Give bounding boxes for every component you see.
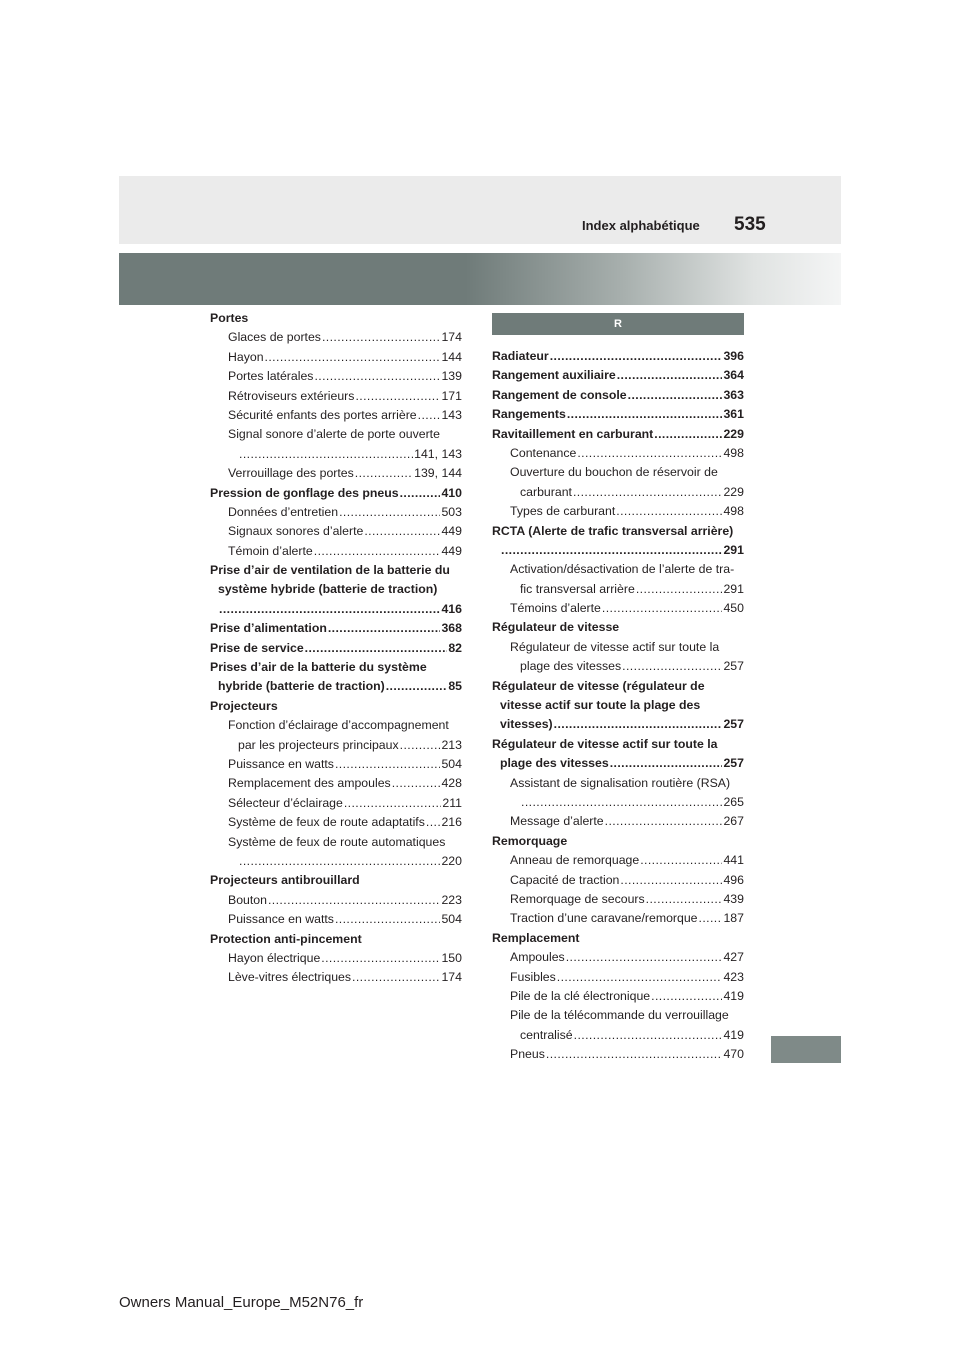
index-entry (492, 696, 744, 715)
entry-text: Bouton (228, 892, 267, 907)
dot-leader (322, 328, 441, 347)
index-entry (210, 503, 462, 522)
entry-text: Radiateur (492, 349, 549, 363)
entry-text: Fonction d’éclairage d’accompagnement (228, 718, 449, 733)
page-reference: 213 (441, 737, 462, 752)
entry-text: Régulateur de vitesse (492, 620, 620, 635)
dot-leader (339, 503, 440, 522)
entry-text: par les projecteurs principaux (238, 737, 399, 752)
entry-text: Puissance en watts (228, 756, 334, 771)
dot-leader (314, 367, 440, 386)
dot-leader (616, 502, 722, 521)
page-reference: 174 (441, 970, 462, 985)
entry-text: système hybride (batterie de traction) (218, 582, 438, 597)
entry-text: Pression de gonflage des pneus (210, 485, 399, 500)
dot-leader (554, 715, 723, 734)
entry-text: Portes (210, 311, 249, 325)
dot-leader (355, 464, 413, 483)
entry-text: Rangements (492, 407, 566, 422)
index-entry (492, 483, 744, 502)
index-entry (210, 522, 462, 541)
page-reference: 141, 143 (414, 446, 462, 461)
entry-text: Hayon électrique (228, 950, 321, 965)
index-entry (210, 910, 462, 929)
dot-leader (219, 600, 440, 619)
entry-text: Activation/désactivation de l’alerte de tra- (510, 562, 735, 577)
entry-text: Anneau de remorquage (510, 853, 640, 868)
index-entry (210, 891, 462, 910)
entry-text: Protection anti-pincement (210, 931, 362, 946)
index-entry (210, 484, 462, 503)
entry-text: Puissance en watts (228, 912, 334, 927)
dot-leader (577, 444, 722, 463)
page-reference: 216 (441, 815, 462, 830)
index-entry (210, 387, 462, 406)
page-reference: 498 (723, 445, 744, 460)
entry-text: Remplacement (492, 930, 580, 945)
page-reference: 144 (441, 349, 462, 364)
entry-text: Système de feux de route adaptatifs (228, 815, 425, 830)
entry-text: vitesse actif sur toute la plage des (500, 698, 701, 713)
dot-leader (622, 657, 722, 676)
entry-text: Prise de service (210, 640, 304, 655)
dot-leader (344, 794, 442, 813)
dot-leader (400, 736, 441, 755)
page-reference: 211 (442, 795, 462, 810)
page-reference: 361 (723, 407, 744, 422)
entry-text: Traction d’une caravane/remorque (510, 911, 698, 926)
index-entry (210, 794, 462, 813)
index-entry (492, 715, 744, 734)
page-reference: 257 (723, 659, 744, 674)
index-entry (492, 1026, 744, 1045)
dot-leader (636, 580, 723, 599)
entry-text: Pneus (510, 1047, 545, 1062)
dot-leader (418, 406, 441, 425)
index-entry (492, 890, 744, 909)
dot-leader (628, 386, 723, 405)
dot-leader (550, 347, 723, 366)
page-reference: 291 (723, 542, 744, 557)
dot-leader (386, 677, 448, 696)
index-entry (210, 968, 462, 987)
dot-leader (573, 483, 723, 502)
dot-leader (640, 851, 722, 870)
index-entry (492, 774, 744, 793)
entry-text: Rangement auxiliaire (492, 368, 616, 383)
entry-text: Fusibles (510, 969, 556, 984)
entry-text: Projecteurs (210, 698, 278, 713)
page-reference: 267 (723, 814, 744, 829)
entry-text: plage des vitesses (500, 756, 609, 771)
index-entry (210, 580, 462, 599)
index-entry (210, 949, 462, 968)
entry-text: carburant (520, 484, 572, 499)
dot-leader (546, 1045, 723, 1064)
index-entry (492, 812, 744, 831)
page-reference: 257 (723, 756, 744, 771)
chapter-tab (771, 1036, 841, 1063)
page-reference: 419 (723, 988, 744, 1003)
index-entry (210, 930, 462, 949)
entry-text: Signaux sonores d’alerte (228, 524, 364, 539)
index-entry (492, 502, 744, 521)
dot-leader (392, 774, 441, 793)
letter-section-header: R (492, 313, 744, 335)
index-entry (210, 658, 462, 677)
page-reference: 449 (441, 524, 462, 539)
page-reference: 82 (448, 640, 462, 655)
entry-text: Régulateur de vitesse actif sur toute la (492, 736, 718, 751)
entry-text: Assistant de signalisation routière (RSA) (510, 775, 731, 790)
entry-text: Glaces de portes (228, 330, 321, 345)
dot-leader (602, 599, 723, 618)
page-reference: 470 (723, 1047, 744, 1062)
index-entry (210, 774, 462, 793)
entry-text: Lève-vitres électriques (228, 970, 352, 985)
page-reference: 439 (723, 891, 744, 906)
page-number: 535 (734, 214, 766, 235)
index-entry (492, 347, 744, 366)
index-entry (492, 599, 744, 618)
entry-text: Prises d’air de la batterie du système (210, 660, 427, 675)
page-reference: 503 (441, 504, 462, 519)
dot-leader (651, 987, 722, 1006)
index-entry (492, 463, 744, 482)
entry-text: Hayon (228, 349, 264, 364)
entry-text: Types de carburant (510, 504, 616, 519)
page-reference: 139 (441, 369, 462, 384)
dot-leader (355, 387, 440, 406)
entry-text: Régulateur de vitesse (régulateur de (492, 678, 705, 693)
index-entry (210, 348, 462, 367)
page-reference: 291 (723, 581, 744, 596)
page-reference: 220 (441, 853, 462, 868)
page-reference: 427 (723, 950, 744, 965)
entry-text: fic transversal arrière (520, 581, 635, 596)
index-column-left (210, 309, 462, 988)
entry-text: Prise d’alimentation (210, 621, 327, 636)
index-entry (492, 832, 744, 851)
page-reference: 449 (441, 543, 462, 558)
dot-leader (574, 1026, 723, 1045)
index-entry (492, 541, 744, 560)
index-entry (210, 367, 462, 386)
page-reference: 150 (441, 950, 462, 965)
dot-leader (239, 852, 440, 871)
page-reference: 187 (723, 911, 744, 926)
dot-leader (521, 793, 722, 812)
entry-text: Remorquage (492, 833, 568, 848)
page-reference: 496 (723, 872, 744, 887)
dot-leader (335, 755, 441, 774)
index-entry (492, 638, 744, 657)
index-entry (492, 929, 744, 948)
index-entry (492, 793, 744, 812)
page-reference: 419 (723, 1027, 744, 1042)
entry-text: plage des vitesses (520, 659, 622, 674)
index-entry (492, 754, 744, 773)
page-reference: 504 (441, 912, 462, 927)
page-reference: 498 (723, 504, 744, 519)
page-header (119, 176, 841, 244)
footer-text: Owners Manual_Europe_M52N76_fr (119, 1294, 364, 1311)
page-reference: 450 (723, 601, 744, 616)
index-entry (210, 833, 462, 852)
dot-leader (605, 812, 723, 831)
index-entry (492, 968, 744, 987)
dot-leader (610, 754, 723, 773)
index-entry (210, 445, 462, 464)
page-reference: 416 (441, 601, 462, 616)
index-entry (492, 386, 744, 405)
entry-text: Sécurité enfants des portes arrière (228, 407, 417, 422)
dot-leader (567, 405, 723, 424)
page-reference: 139, 144 (414, 466, 462, 481)
dot-leader (566, 948, 723, 967)
entry-text: Remorquage de secours (510, 891, 645, 906)
entry-text: hybride (batterie de traction) (218, 679, 385, 694)
index-entry (492, 425, 744, 444)
page-reference: 410 (441, 485, 462, 500)
dot-leader (305, 639, 448, 658)
index-entry (210, 755, 462, 774)
index-entry (210, 852, 462, 871)
header-band (119, 253, 841, 305)
page-reference: 229 (723, 484, 744, 499)
dot-leader (239, 445, 413, 464)
entry-text: RCTA (Alerte de trafic transversal arrière) (492, 523, 734, 538)
entry-text: Rétroviseurs extérieurs (228, 388, 355, 403)
entry-text: vitesses) (500, 717, 553, 732)
index-entry (210, 697, 462, 716)
entry-text: Sélecteur d’éclairage (228, 795, 343, 810)
dot-leader (321, 949, 440, 968)
entry-text: Message d’alerte (510, 814, 604, 829)
entry-text: Prise d’air de ventilation de la batterie du (210, 563, 450, 578)
index-entry (492, 522, 744, 541)
entry-text: Capacité de traction (510, 872, 620, 887)
index-entry (492, 366, 744, 385)
page-reference: 223 (441, 892, 462, 907)
page-reference: 143 (441, 407, 462, 422)
dot-leader (314, 542, 441, 561)
entry-text: Données d’entretien (228, 504, 339, 519)
dot-leader (352, 968, 440, 987)
entry-text: Rangement de console (492, 387, 627, 402)
index-entry (210, 736, 462, 755)
index-entry (492, 1006, 744, 1025)
index-entry (492, 618, 744, 637)
entry-text: Régulateur de vitesse actif sur toute la (510, 639, 720, 654)
index-entry (492, 987, 744, 1006)
entry-text: Pile de la télécommande du verrouillage (510, 1008, 729, 1023)
dot-leader (501, 541, 722, 560)
dot-leader (400, 484, 441, 503)
index-entry (492, 909, 744, 928)
dot-leader (364, 522, 440, 541)
page-reference: 428 (441, 776, 462, 791)
index-entry (492, 948, 744, 967)
page-reference: 504 (441, 756, 462, 771)
entry-text: Ampoules (510, 950, 565, 965)
index-entry (210, 677, 462, 696)
index-entry (210, 639, 462, 658)
index-entry (210, 813, 462, 832)
dot-leader (268, 891, 440, 910)
index-entry (492, 851, 744, 870)
index-entry (210, 464, 462, 483)
dot-leader (620, 871, 722, 890)
section-title: Index alphabétique (582, 218, 700, 233)
page-reference: 229 (723, 426, 744, 441)
dot-leader (328, 619, 441, 638)
index-entry (210, 561, 462, 580)
index-entry (492, 1045, 744, 1064)
index-entry (210, 328, 462, 347)
dot-leader (646, 890, 723, 909)
index-entry (210, 600, 462, 619)
page-reference: 423 (723, 969, 744, 984)
entry-text: Ravitaillement en carburant (492, 426, 654, 441)
page-reference: 265 (723, 794, 744, 809)
dot-leader (557, 968, 723, 987)
entry-text: Contenance (510, 445, 577, 460)
page-reference: 441 (723, 853, 744, 868)
entry-text: Système de feux de route automatiques (228, 834, 446, 849)
index-entry (492, 871, 744, 890)
page-reference: 364 (723, 368, 744, 383)
entry-text: Témoin d’alerte (228, 543, 313, 558)
index-entry (492, 677, 744, 696)
entry-text: Pile de la clé électronique (510, 988, 651, 1003)
entry-text: Portes latérales (228, 369, 314, 384)
dot-leader (426, 813, 441, 832)
dot-leader (699, 909, 723, 928)
page-reference: 363 (723, 387, 744, 402)
index-entry (210, 309, 462, 328)
entry-text: Ouverture du bouchon de réservoir de (510, 465, 718, 480)
dot-leader (617, 366, 723, 385)
index-entry (210, 871, 462, 890)
index-entry (492, 444, 744, 463)
dot-leader (335, 910, 441, 929)
index-entry (492, 657, 744, 676)
page-reference: 396 (723, 349, 744, 363)
page-reference: 85 (448, 679, 462, 694)
entry-text: centralisé (520, 1027, 573, 1042)
index-entry (492, 580, 744, 599)
index-entry (210, 406, 462, 425)
dot-leader (654, 425, 722, 444)
index-entry (210, 542, 462, 561)
page-reference: 368 (441, 621, 462, 636)
index-entry (210, 425, 462, 444)
index-entry (210, 716, 462, 735)
entry-text: Signal sonore d’alerte de porte ouverte (228, 427, 440, 442)
dot-leader (265, 348, 441, 367)
entry-text: Remplacement des ampoules (228, 776, 391, 791)
entry-text: Témoins d’alerte (510, 601, 601, 616)
index-column-right (492, 309, 744, 1064)
page-reference: 174 (441, 330, 462, 345)
page-reference: 171 (441, 388, 462, 403)
entry-text: Projecteurs antibrouillard (210, 873, 360, 888)
index-entry (492, 735, 744, 754)
entry-text: Verrouillage des portes (228, 466, 354, 481)
page-reference: 257 (723, 717, 744, 732)
index-entry (210, 619, 462, 638)
index-entry (492, 405, 744, 424)
index-entry (492, 560, 744, 579)
